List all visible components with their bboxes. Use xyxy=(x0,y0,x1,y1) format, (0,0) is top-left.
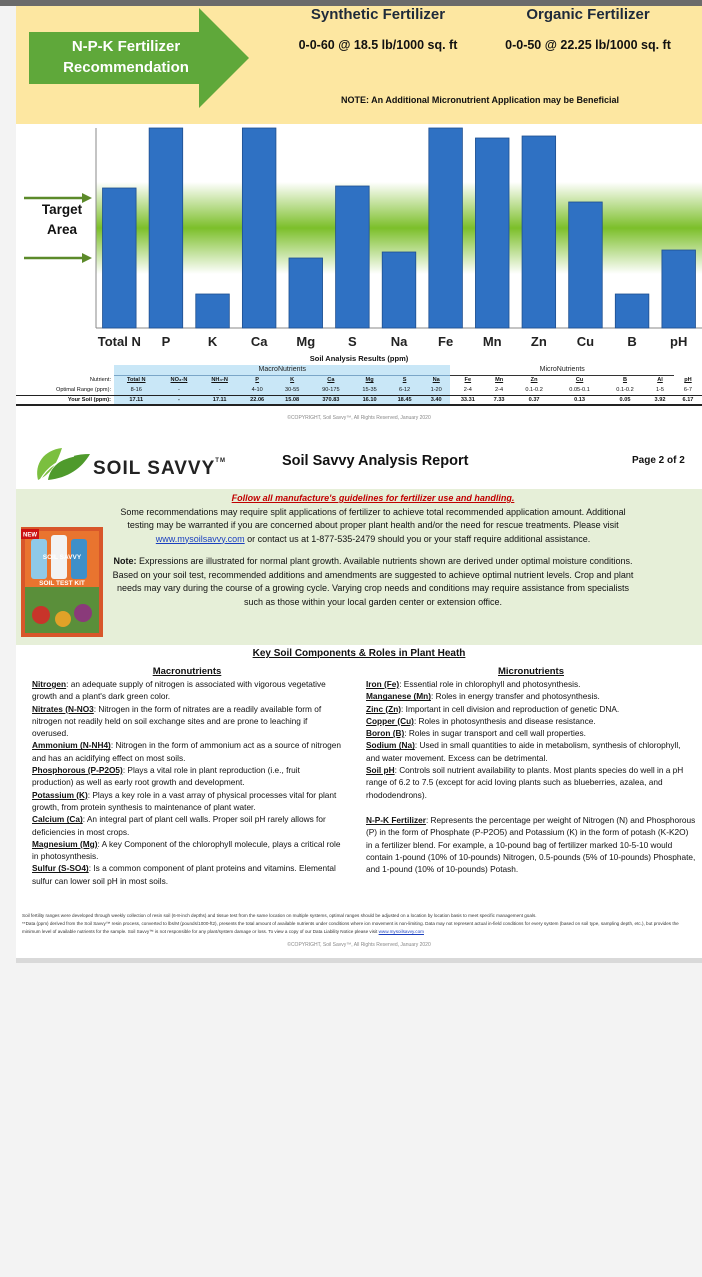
your-soil-row-label: Your Soil (ppm): xyxy=(16,395,114,405)
soil-test-kit-image xyxy=(21,527,103,637)
target-area-label xyxy=(30,200,94,240)
optimal-cell: 0.1-0.2 xyxy=(525,386,543,393)
micronutrient-item-text: : Roles in sugar transport and cell wall properties. xyxy=(404,728,586,739)
optimal-cell: 6-7 xyxy=(683,386,693,393)
optimal-cell: 2-4 xyxy=(463,386,472,393)
website-link[interactable]: www.mysoilsavvy.com xyxy=(155,533,245,544)
copyright-page2: ©COPYRIGHT, Soil Savvy™, All Rights Reserved, January 2020 xyxy=(287,942,431,948)
optimal-row-label: Optimal Range (ppm): xyxy=(55,386,111,393)
bar-ph xyxy=(662,250,696,328)
macro-group-label: MacroNutrients xyxy=(114,365,450,375)
key-components-title: Key Soil Components & Roles in Plant Heath xyxy=(252,648,466,659)
x-tick-label: Mn xyxy=(482,334,502,349)
leaf-logo-icon xyxy=(34,446,92,482)
note-text: Expressions are illustrated for normal plant growth. Available nutrients shown are derived under optimal moisture conditions. Based on your soil test, recommended additions and amendments are suggested to achieve optimal nutrient levels. Crop and plant needs may vary during the course of a growing cycle. Varying crop needs and conditions may require assistance from specialists such as those within your local garden center or extension office. xyxy=(112,556,634,607)
disclaimer-red: Follow all manufacture's guidelines for fertilizer use and handling. xyxy=(231,493,515,503)
guidelines-text xyxy=(108,492,638,609)
nutrient-cell: pH xyxy=(684,377,692,383)
nutrient-cell: NO₃-N xyxy=(159,375,200,385)
bar-na xyxy=(382,252,416,328)
macronutrient-item-term: Phosphorous (P-P2O5) xyxy=(32,765,123,776)
macronutrient-item-text: : Plays a vital role in plant reproduction (i.e., fruit production) as well as early root growth and development. xyxy=(32,765,300,788)
your-soil-cell: 17.11 xyxy=(199,395,239,405)
optimal-cell: 90-175 xyxy=(310,385,352,395)
micronutrient-item-text: : Important in cell division and reproduction of genetic DNA. xyxy=(401,703,620,714)
macronutrient-item-text: : Plays a key role in a vast array of physical processes vital for plant growth, from protein synthesis to maintenance of plant water. xyxy=(32,789,337,812)
page-number: Page 2 of 2 xyxy=(632,455,685,466)
micronutrient-item-term: Soil pH xyxy=(366,765,395,776)
macronutrient-item-term: Ammonium (N-NH4) xyxy=(32,740,111,751)
your-soil-cell: 3.92 xyxy=(646,395,674,405)
organic-value: 0-0-50 @ 22.25 lb/1000 sq. ft xyxy=(505,38,671,52)
optimal-cell: 0.1-0.2 xyxy=(616,386,634,393)
optimal-cell: - xyxy=(199,385,239,395)
footnote-2 xyxy=(22,920,698,936)
your-soil-cell: 22.06 xyxy=(240,395,275,405)
x-tick-label: S xyxy=(348,334,357,349)
micronutrients-heading: Micronutrients xyxy=(498,666,564,677)
macronutrient-item-term: Calcium (Ca) xyxy=(32,814,83,825)
your-soil-cell: 370.83 xyxy=(310,395,352,405)
macronutrient-item-text: : an adequate supply of nitrogen is associated with vigorous vegetative growth and a plant's dark green color. xyxy=(32,679,326,702)
synthetic-fertilizer xyxy=(288,6,468,52)
micronutrient-item xyxy=(366,690,696,702)
bar-fe xyxy=(429,128,463,328)
nutrient-cell: Mn xyxy=(495,377,504,384)
nutrient-chart xyxy=(16,124,702,354)
bar-p xyxy=(149,128,183,328)
npk-definition-term: N-P-K Fertilizer xyxy=(366,814,426,825)
brand-name: SOIL SAVVY xyxy=(93,458,216,479)
npk-label-line2: Recommendation xyxy=(63,59,189,76)
organic-heading: Organic Fertilizer xyxy=(526,6,650,23)
macronutrient-item xyxy=(32,862,342,887)
macronutrient-item-text: : Is a common component of plant proteins and vitamins. Elemental sulfur can lower soil pH in most soils. xyxy=(32,863,336,886)
x-tick-label: Ca xyxy=(250,334,268,349)
x-tick-label: Total N xyxy=(97,334,141,349)
footnote-1: Soil fertility ranges were developed through weekly collection of resin soil (6-8-inch depths) and tissue test from the same location on multiple systems, optimal ranges should be adjusted on a location by location basis to meet specific management goals. xyxy=(22,913,537,918)
your-soil-cell: 17.11 xyxy=(114,395,159,405)
optimal-cell: 30-55 xyxy=(275,385,310,395)
macronutrient-item xyxy=(32,764,342,789)
results-table xyxy=(16,365,702,406)
micronutrient-item xyxy=(366,727,696,739)
micronutrient-item-term: Boron (B) xyxy=(366,728,405,739)
brand-tm: TM xyxy=(215,458,226,464)
optimal-cell: 4-10 xyxy=(240,385,275,395)
nutrient-cell: Total N xyxy=(114,375,159,385)
your-soil-cell: 16.10 xyxy=(352,395,387,405)
target-label-line1: Target xyxy=(41,202,83,217)
nutrient-cell: NH₄-N xyxy=(199,375,239,385)
micronutrient-item xyxy=(366,703,696,715)
x-tick-label: pH xyxy=(670,334,688,349)
para1-text: Some recommendations may require split applications of fertilizer to achieve total recommended application amount. Additional testing may be warranted if you are concerned about proper plant health and/or the need for rescue treatments. Please visit xyxy=(120,506,626,530)
optimal-range-row xyxy=(16,385,702,395)
micronutrient-item-term: Zinc (Zn) xyxy=(366,703,402,714)
micronutrient-item-text: : Used in small quantities to aide in metabolism, synthesis of chlorophyll, and water movement. Excess can be detrimental. xyxy=(366,740,681,763)
para1-contact: or contact us at 1-877-535-2479 should you or your staff require additional assistance. xyxy=(244,533,591,544)
recommendation-paragraph xyxy=(108,506,638,547)
kit-title: SOIL TEST KIT xyxy=(39,580,85,587)
synthetic-heading: Synthetic Fertilizer xyxy=(310,6,446,23)
optimal-cell: 6-12 xyxy=(387,385,422,395)
bar-b xyxy=(615,294,649,328)
nutrient-cell: Mg xyxy=(352,375,387,385)
your-soil-cell: 33.31 xyxy=(450,395,485,405)
macronutrient-item-term: Magnesium (Mg) xyxy=(32,838,98,849)
x-tick-label: Fe xyxy=(438,334,454,349)
x-tick-label: P xyxy=(161,334,171,349)
your-soil-cell: 3.40 xyxy=(422,395,451,405)
group-row xyxy=(16,365,702,375)
micronutrient-item-text: : Essential role in chlorophyll and photosynthesis. xyxy=(399,679,581,689)
bar-zn xyxy=(522,136,556,328)
macronutrients-heading: Macronutrients xyxy=(152,666,222,677)
macronutrient-item xyxy=(32,678,342,703)
x-tick-label: Zn xyxy=(530,334,547,349)
macronutrients-column xyxy=(32,665,342,887)
target-label-line2: Area xyxy=(46,222,78,237)
guidelines-box xyxy=(16,489,702,645)
npk-label-line1: N-P-K Fertilizer xyxy=(71,38,181,55)
your-soil-cell: - xyxy=(159,395,200,405)
nutrient-cell: Cu xyxy=(575,377,584,384)
micronutrients-column xyxy=(366,665,696,875)
bar-mg xyxy=(289,258,323,328)
fertilizer-banner xyxy=(16,6,702,124)
nutrient-cell: P xyxy=(240,375,275,385)
npk-definition xyxy=(366,814,696,875)
analysis-report-page xyxy=(16,434,702,958)
brand-wordmark xyxy=(93,458,226,480)
optimal-cell: 0.05-0.1 xyxy=(569,386,590,393)
micronutrient-item-text: : Controls soil nutrient availability to plants. Most plants species do well in a pH range of 6.2 to 7.5 (except for acid loving plants such as blueberries, azalea, and rhododendrons). xyxy=(366,765,684,800)
nutrient-row-label: Nutrient: xyxy=(89,377,111,383)
synthetic-value: 0-0-60 @ 18.5 lb/1000 sq. ft xyxy=(298,38,458,52)
bar-s xyxy=(336,186,370,328)
nutrient-cell: Fe xyxy=(464,377,472,384)
macronutrient-item xyxy=(32,838,342,863)
macronutrient-item xyxy=(32,813,342,838)
x-tick-label: K xyxy=(207,334,218,349)
micronutrient-item xyxy=(366,678,696,690)
x-tick-label: Mg xyxy=(296,334,316,349)
macronutrient-item xyxy=(32,789,342,814)
nutrient-cell: Na xyxy=(422,375,451,385)
micronutrient-item-term: Manganese (Mn) xyxy=(366,691,431,702)
x-tick-label: Cu xyxy=(576,334,595,349)
nutrient-bar-chart xyxy=(16,124,702,354)
macronutrient-item-text: : A key Component of the chlorophyll molecule, plays a critical role in photosynthesis. xyxy=(32,838,341,862)
nutrient-cell: Ca xyxy=(310,375,352,385)
results-title: Soil Analysis Results (ppm) xyxy=(309,354,409,363)
copyright-page1: ©COPYRIGHT, Soil Savvy™, All Rights Reserved, January 2020 xyxy=(287,415,431,421)
optimal-cell: 15-35 xyxy=(352,385,387,395)
soil-analysis-results xyxy=(16,354,702,434)
macronutrient-item-text: : Nitrogen in the form of nitrates are a readily available form of nitrogen not readily held on soil exchange sites and are prone to leaching if overused. xyxy=(32,703,322,739)
micronutrient-item-text: : Roles in energy transfer and photosynthesis. xyxy=(431,691,600,702)
bar-k xyxy=(196,294,230,328)
footnotes xyxy=(22,912,698,936)
macronutrient-item-term: Potassium (K) xyxy=(32,789,88,800)
note-lead: Note: xyxy=(113,556,137,566)
your-soil-cell: 15.08 xyxy=(275,395,310,405)
footnote-2-text: **Data (ppm) derived from the Soil Savvy™ resin process, converted to lbs/M (pounds/1000-ft2), presents the total amount of available nutrients under conditions where ion movement is non-limiting. Data may not represent actual in-field conditions for every system (based on soil type, sampling depth, etc.), but provides the minimum level of available nutrients for the sample. Soil Savvy™ is not responsible for any plant/system damage or loss. To view a copy of our Data Liability Notice please visit xyxy=(22,921,679,934)
micronutrient-item xyxy=(366,764,696,801)
macronutrient-item-text: : An integral part of plant cell walls. Proper soil pH rarely allows for deficiencies in most crops. xyxy=(32,814,326,837)
page-bottom-edge xyxy=(16,958,702,963)
optimal-cell: 1-5 xyxy=(655,386,665,393)
macronutrient-item-text: : Nitrogen in the form of ammonium act as a source of nitrogen and has an acidifying effect on most soils. xyxy=(32,740,341,763)
your-soil-row xyxy=(16,395,702,405)
macronutrient-item-term: Nitrogen xyxy=(32,679,67,689)
micronutrient-item-text: : Roles in photosynthesis and disease resistance. xyxy=(413,715,596,726)
macronutrient-item-term: Sulfur (S-SO4) xyxy=(32,863,89,874)
macronutrient-item xyxy=(32,703,342,740)
npk-definition-text: : Represents the percentage per weight of Nitrogen (N) and Phosphorous (P) in the form of Phosphate (P-P2O5) and Potassium (K) in the form of potash (K-K2O) in a fertilizer blend. For example, a 10-pound bag of fertilizer marked 10-5-10 would contain 1-pound (10% of 10-pounds) Nitrogen, 0.5-pounds (5% of 10-pounds) Phosphate, and 1-pound (10% of 10-pounds) Potash. xyxy=(366,814,696,875)
nutrient-cell: K xyxy=(275,375,310,385)
note-paragraph xyxy=(108,555,638,609)
bar-total-n xyxy=(103,188,137,328)
optimal-cell: 2-4 xyxy=(495,386,504,393)
kit-new-badge: NEW xyxy=(23,532,37,539)
your-soil-cell: 18.45 xyxy=(387,395,422,405)
nutrient-cell: S xyxy=(387,375,422,385)
your-soil-cell: 0.13 xyxy=(555,395,604,405)
micronutrient-item xyxy=(366,739,696,764)
your-soil-cell: 7.33 xyxy=(485,395,513,405)
optimal-cell: 8-16 xyxy=(114,385,159,395)
nutrient-cell: Zn xyxy=(530,377,538,384)
micro-group-label: MicroNutrients xyxy=(450,365,673,375)
your-soil-cell: 0.05 xyxy=(604,395,646,405)
kit-brand: SOIL SAVVY xyxy=(42,554,82,561)
micronutrient-item-term: Iron (Fe) xyxy=(366,679,400,689)
your-soil-cell: 0.37 xyxy=(513,395,555,405)
micronutrient-item-term: Copper (Cu) xyxy=(366,715,414,726)
npk-recommendation-label xyxy=(30,36,222,78)
target-lower-arrow-icon xyxy=(24,253,92,263)
nutrient-row xyxy=(16,375,702,385)
bar-ca xyxy=(242,128,276,328)
report-title: Soil Savvy Analysis Report xyxy=(282,453,469,469)
x-tick-label: Na xyxy=(390,334,408,349)
your-soil-cell: 6.17 xyxy=(674,395,702,405)
nutrient-cell: B xyxy=(622,377,628,384)
micronutrient-item-term: Sodium (Na) xyxy=(366,740,415,751)
x-tick-label: B xyxy=(627,334,637,349)
organic-fertilizer xyxy=(490,6,686,52)
micronutrient-note: NOTE: An Additional Micronutrient Application may be Beneficial xyxy=(341,95,620,105)
macronutrient-item xyxy=(32,739,342,764)
footnote-link[interactable]: www.mysoilsavvy.com xyxy=(378,929,424,934)
bar-mn xyxy=(475,138,509,328)
optimal-cell: - xyxy=(159,385,200,395)
nutrient-cell: Al xyxy=(657,377,663,384)
optimal-cell: 1-20 xyxy=(422,385,451,395)
micronutrient-item xyxy=(366,715,696,727)
bar-cu xyxy=(569,202,603,328)
macronutrient-item-term: Nitrates (N-NO3 xyxy=(32,703,94,714)
